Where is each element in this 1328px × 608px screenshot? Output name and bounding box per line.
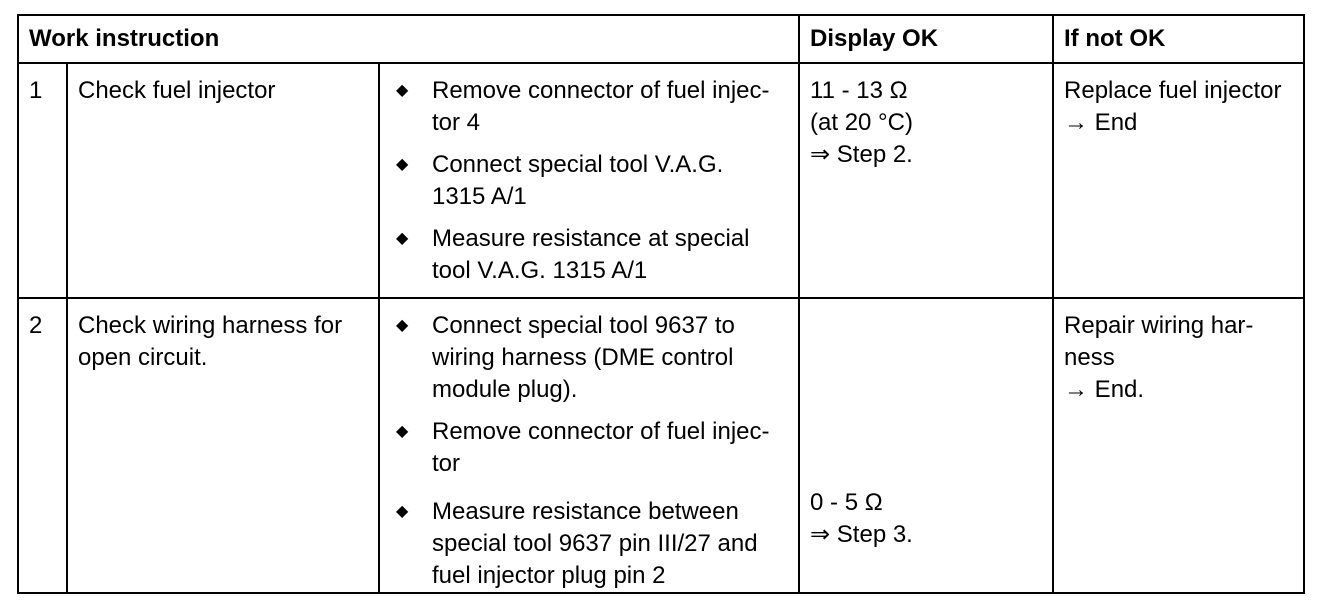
if-not-ok-line: ness [1064, 344, 1115, 371]
step-text-line: Remove connector of fuel injec- [432, 418, 770, 445]
step-item [392, 149, 798, 213]
step-item [392, 223, 798, 287]
step-text-line: module plug). [432, 376, 578, 403]
if-not-ok-cell [1053, 298, 1304, 593]
description-line: Check wiring harness for [78, 312, 343, 339]
step-text-line: Measure resistance at special [432, 225, 750, 252]
header-row [18, 15, 1304, 63]
step-text-line: Remove connector of fuel injec- [432, 77, 770, 104]
display-ok-line: 11 - 13 Ω [810, 77, 908, 104]
step-text-line: Connect special tool V.A.G. [432, 151, 724, 178]
if-not-ok-cell [1053, 63, 1304, 298]
display-ok-cell [799, 298, 1053, 593]
step-text-line: 1315 A/1 [432, 183, 527, 210]
if-not-ok-line: Repair wiring har- [1064, 312, 1254, 339]
display-ok-line: ⇒ Step 2. [810, 141, 913, 168]
step-text-line: tool V.A.G. 1315 A/1 [432, 257, 648, 284]
header-display-ok: Display OK [799, 15, 1053, 63]
step-item [392, 416, 798, 480]
step-item [392, 310, 798, 406]
row-steps [379, 63, 799, 298]
step-item [392, 75, 798, 139]
row-number: 1 [18, 63, 67, 298]
step-text-line: fuel injector plug pin 2 [432, 562, 666, 589]
row-description: Check fuel injector [67, 63, 379, 298]
row-description [67, 298, 379, 593]
step-item [392, 496, 798, 592]
if-not-ok-line: → End. [1064, 376, 1145, 403]
step-text-line: Connect special tool 9637 to [432, 312, 735, 339]
diamond-bullet-icon: ◆ [396, 503, 409, 520]
step-text-line: wiring harness (DME control [432, 344, 734, 371]
diamond-bullet-icon: ◆ [396, 82, 409, 99]
description-line: open circuit. [78, 344, 208, 371]
step-text-line: tor [432, 450, 461, 477]
display-ok-line: (at 20 °C) [810, 109, 913, 136]
display-ok-line: 0 - 5 Ω [810, 489, 883, 516]
row-number: 2 [18, 298, 67, 593]
diamond-bullet-icon: ◆ [396, 156, 409, 173]
header-if-not-ok: If not OK [1053, 15, 1304, 63]
table-row [18, 298, 1304, 593]
step-text-line: special tool 9637 pin III/27 and [432, 530, 758, 557]
if-not-ok-line: Replace fuel injector [1064, 77, 1282, 104]
display-ok-cell [799, 63, 1053, 298]
diamond-bullet-icon: ◆ [396, 230, 409, 247]
step-text-line: Measure resistance between [432, 498, 739, 525]
diamond-bullet-icon: ◆ [396, 317, 409, 334]
diamond-bullet-icon: ◆ [396, 423, 409, 440]
display-ok-line: ⇒ Step 3. [810, 521, 913, 548]
step-text-line: tor 4 [432, 109, 481, 136]
table-row [18, 63, 1304, 298]
row-steps [379, 298, 799, 593]
work-instruction-table [17, 14, 1305, 594]
if-not-ok-line: → End [1064, 109, 1138, 136]
header-work-instruction: Work instruction [18, 15, 799, 63]
